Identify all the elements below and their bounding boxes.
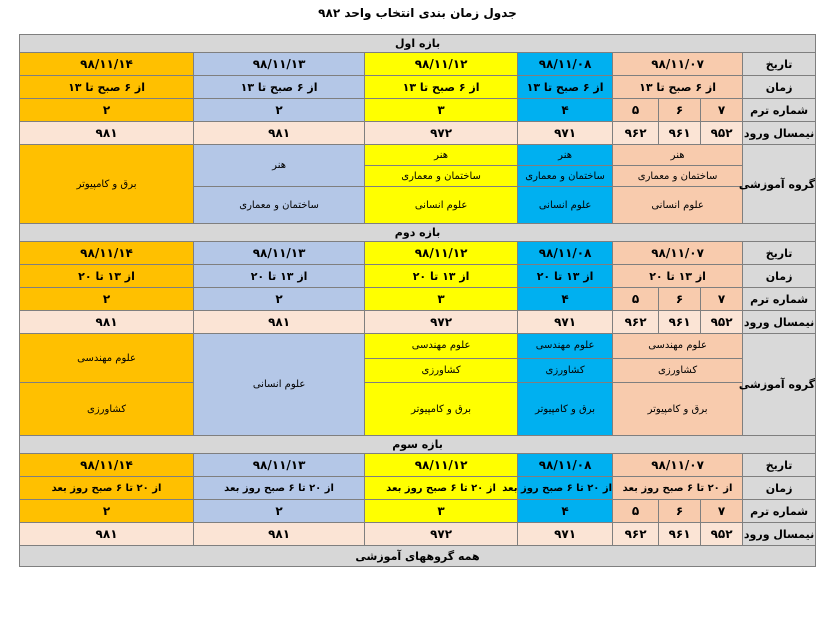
group-cell: هنر [365,145,518,166]
date-cell: ۹۸/۱۱/۱۳ [194,454,365,477]
date-cell: ۹۸/۱۱/۰۸ [518,53,613,76]
entry-cell: ۹۶۲ [613,523,659,546]
group-row [20,145,816,166]
date-cell: ۹۸/۱۱/۱۴ [20,454,194,477]
date-cell: ۹۸/۱۱/۰۷ [613,454,743,477]
row-label-term: شماره ترم [743,288,816,311]
date-cell: ۹۸/۱۱/۰۷ [613,242,743,265]
entry-cell: ۹۸۱ [194,122,365,145]
term-cell: ۶ [659,288,701,311]
row-label-entry: نیمسال ورود [743,523,816,546]
group-cell: ساختمان و معماری [194,187,365,224]
row-label-group: گروه آموزشی [743,145,816,224]
entry-cell: ۹۷۱ [518,523,613,546]
entry-cell: ۹۵۲ [701,311,743,334]
group-cell: علوم مهندسی [613,334,743,359]
group-cell: هنر [518,145,613,166]
group-cell: برق و کامپیوتر [613,383,743,436]
group-cell: برق و کامپیوتر [20,145,194,224]
entry-cell: ۹۸۱ [20,122,194,145]
entry-row [20,523,816,546]
date-cell: ۹۸/۱۱/۰۷ [613,53,743,76]
group-cell: کشاورزی [518,358,613,383]
row-label-date: تاریخ [743,242,816,265]
entry-cell: ۹۶۲ [613,311,659,334]
date-row [20,454,816,477]
term-cell: ۲ [20,99,194,122]
date-cell: ۹۸/۱۱/۱۴ [20,242,194,265]
period-header [20,224,816,242]
period-title: بازه سوم [20,436,816,454]
period-header [20,436,816,454]
entry-cell: ۹۷۲ [365,122,518,145]
date-cell: ۹۸/۱۱/۰۸ [518,454,613,477]
term-row [20,99,816,122]
term-cell: ۷ [701,500,743,523]
entry-cell: ۹۷۲ [365,523,518,546]
group-row [20,383,816,436]
time-cell: از ۶ صبح تا ۱۳ [613,76,743,99]
term-cell: ۶ [659,99,701,122]
term-cell: ۶ [659,500,701,523]
row-label-date: تاریخ [743,454,816,477]
date-cell: ۹۸/۱۱/۱۲ [365,454,518,477]
entry-cell: ۹۸۱ [194,523,365,546]
row-label-time: زمان [743,477,816,500]
group-cell: برق و کامپیوتر [518,383,613,436]
entry-cell: ۹۵۲ [701,122,743,145]
group-row [20,334,816,359]
term-cell: ۲ [20,288,194,311]
group-cell: کشاورزی [20,383,194,436]
term-cell: ۴ [518,500,613,523]
term-cell: ۳ [365,99,518,122]
entry-cell: ۹۸۱ [20,523,194,546]
time-cell: از ۱۳ تا ۲۰ [20,265,194,288]
date-cell: ۹۸/۱۱/۰۸ [518,242,613,265]
entry-cell: ۹۷۱ [518,122,613,145]
term-cell: ۲ [20,500,194,523]
row-label-time: زمان [743,76,816,99]
row-label-entry: نیمسال ورود [743,122,816,145]
time-cell: از ۲۰ تا ۶ صبح روز بعد [20,477,194,500]
entry-cell: ۹۸۱ [194,311,365,334]
term-cell: ۵ [613,288,659,311]
time-cell: از ۱۳ تا ۲۰ [365,265,518,288]
time-cell: از ۱۳ تا ۲۰ [613,265,743,288]
term-cell: ۲ [194,288,365,311]
entry-cell: ۹۶۱ [659,523,701,546]
group-cell: کشاورزی [365,358,518,383]
term-cell: ۵ [613,99,659,122]
entry-cell: ۹۷۲ [365,311,518,334]
time-cell: از ۱۳ تا ۲۰ [518,265,613,288]
group-cell: برق و کامپیوتر [365,383,518,436]
page-title: جدول زمان بندی انتخاب واحد ۹۸۲ [318,6,517,20]
period-title: بازه اول [20,35,816,53]
footer-all-groups: همه گروههای آموزشی [20,546,816,567]
entry-cell: ۹۸۱ [20,311,194,334]
time-cell: از ۲۰ تا ۶ صبح روز بعد [365,477,518,500]
group-cell: ساختمان و معماری [518,166,613,187]
time-cell: از ۶ صبح تا ۱۳ [518,76,613,99]
time-cell: از ۲۰ تا ۶ صبح روز بعد [194,477,365,500]
date-cell: ۹۸/۱۱/۱۲ [365,242,518,265]
term-row [20,288,816,311]
date-row [20,53,816,76]
term-cell: ۴ [518,99,613,122]
row-label-time: زمان [743,265,816,288]
time-cell: از ۱۳ تا ۲۰ [194,265,365,288]
entry-cell: ۹۶۱ [659,122,701,145]
date-cell: ۹۸/۱۱/۱۴ [20,53,194,76]
term-cell: ۵ [613,500,659,523]
date-cell: ۹۸/۱۱/۱۳ [194,53,365,76]
entry-cell: ۹۶۱ [659,311,701,334]
group-cell: ساختمان و معماری [613,166,743,187]
period-header [20,35,816,53]
time-cell: از ۶ صبح تا ۱۳ [194,76,365,99]
group-cell: هنر [613,145,743,166]
period-title: بازه دوم [20,224,816,242]
row-label-term: شماره ترم [743,500,816,523]
footer-row [20,546,816,567]
date-cell: ۹۸/۱۱/۱۳ [194,242,365,265]
row-label-entry: نیمسال ورود [743,311,816,334]
term-cell: ۳ [365,288,518,311]
time-cell: از ۲۰ تا ۶ صبح روز بعد [518,477,613,500]
term-cell: ۳ [365,500,518,523]
row-label-term: شماره ترم [743,99,816,122]
schedule-table [19,34,816,567]
group-cell: علوم انسانی [194,334,365,436]
group-cell: علوم انسانی [365,187,518,224]
term-cell: ۲ [194,500,365,523]
term-cell: ۲ [194,99,365,122]
row-label-group: گروه آموزشی [743,334,816,436]
group-cell: هنر [194,145,365,187]
date-row [20,242,816,265]
time-cell: از ۲۰ تا ۶ صبح روز بعد [613,477,743,500]
group-cell: علوم انسانی [613,187,743,224]
group-cell: علوم مهندسی [365,334,518,359]
time-row [20,477,816,500]
time-row [20,76,816,99]
term-row [20,500,816,523]
time-cell: از ۶ صبح تا ۱۳ [20,76,194,99]
entry-cell: ۹۵۲ [701,523,743,546]
group-cell: علوم مهندسی [20,334,194,383]
time-row [20,265,816,288]
group-cell: کشاورزی [613,358,743,383]
term-cell: ۷ [701,99,743,122]
entry-row [20,311,816,334]
date-cell: ۹۸/۱۱/۱۲ [365,53,518,76]
group-cell: ساختمان و معماری [365,166,518,187]
entry-cell: ۹۶۲ [613,122,659,145]
entry-row [20,122,816,145]
time-cell: از ۶ صبح تا ۱۳ [365,76,518,99]
row-label-date: تاریخ [743,53,816,76]
group-cell: علوم مهندسی [518,334,613,359]
term-cell: ۴ [518,288,613,311]
term-cell: ۷ [701,288,743,311]
entry-cell: ۹۷۱ [518,311,613,334]
group-cell: علوم انسانی [518,187,613,224]
